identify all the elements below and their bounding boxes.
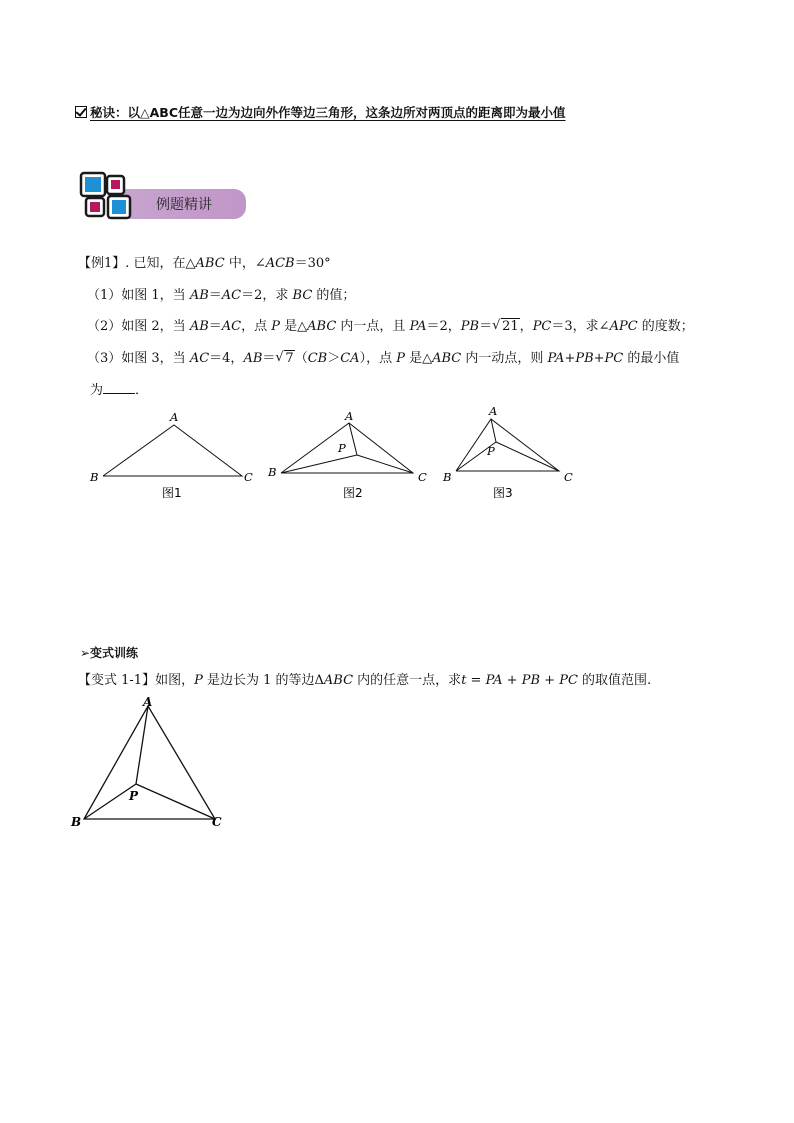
fig3-label-c: C bbox=[564, 470, 573, 484]
fig1-caption: 图1 bbox=[162, 486, 182, 500]
section-title: ➢变式训练 bbox=[80, 646, 139, 660]
example-part-2: （2）如图 2，当 AB＝AC，点 P 是△ABC 内一点，且 PA＝2，PB＝ √ 21，PC＝3，求∠APC 的度数； bbox=[87, 318, 694, 334]
figure-1 bbox=[89, 410, 253, 500]
fig1-label-b: B bbox=[90, 470, 99, 484]
section-banner bbox=[78, 170, 248, 225]
sqrt-7: √ 7 bbox=[275, 350, 294, 366]
fig1-label-a: A bbox=[170, 410, 179, 424]
variant-label-b: B bbox=[71, 815, 82, 829]
variant-label-a: A bbox=[143, 695, 153, 709]
fig3-label-b: B bbox=[443, 470, 452, 484]
tip-line bbox=[75, 103, 566, 121]
fig1-label-c: C bbox=[244, 470, 253, 484]
fig3-label-a: A bbox=[489, 405, 498, 418]
tip-label: 秘诀： bbox=[90, 105, 128, 120]
fig2-label-c: C bbox=[418, 470, 427, 484]
variant-question: 【变式 1-1】如图，P 是边长为 1 的等边ΔABC 内的任意一点，求t = PA + PB + PC 的取值范围. bbox=[78, 673, 652, 688]
banner-title: 例题精讲 bbox=[156, 197, 212, 213]
example-part-3-line2: 为 ． bbox=[90, 383, 149, 398]
variant-label-c: C bbox=[212, 815, 222, 829]
fig3-label-p: P bbox=[487, 444, 495, 458]
figure-2 bbox=[267, 409, 427, 500]
variant-label-p: P bbox=[129, 789, 139, 803]
fig2-caption: 图2 bbox=[343, 486, 363, 500]
figure-3 bbox=[442, 405, 573, 500]
fig2-label-b: B bbox=[268, 465, 277, 479]
answer-blank bbox=[103, 381, 135, 394]
example-part-3: （3）如图 3，当 AC＝4，AB＝ √ 7（CB＞CA），点 P 是△ABC 内一动点，则 PA+PB+PC 的最小值 bbox=[87, 350, 680, 366]
sqrt-21: √ 21 bbox=[492, 318, 519, 334]
example-lead: 【例1】. 已知，在△ABC 中，∠ACB＝30° bbox=[78, 256, 331, 271]
fig2-label-p: P bbox=[338, 441, 346, 455]
fig3-caption: 图3 bbox=[493, 486, 513, 500]
tip-text: 以△ABC任意一边为边向外作等边三角形，这条边所对两顶点的距离即为最小值 bbox=[127, 105, 566, 120]
variant-figure bbox=[66, 692, 236, 832]
checkbox-icon bbox=[75, 106, 87, 118]
example-figures bbox=[85, 405, 585, 505]
example-part-1: （1）如图 1，当 AB＝AC＝2，求 BC 的值； bbox=[87, 288, 356, 303]
fig2-label-a: A bbox=[345, 409, 354, 423]
puzzle-icon bbox=[78, 170, 138, 225]
